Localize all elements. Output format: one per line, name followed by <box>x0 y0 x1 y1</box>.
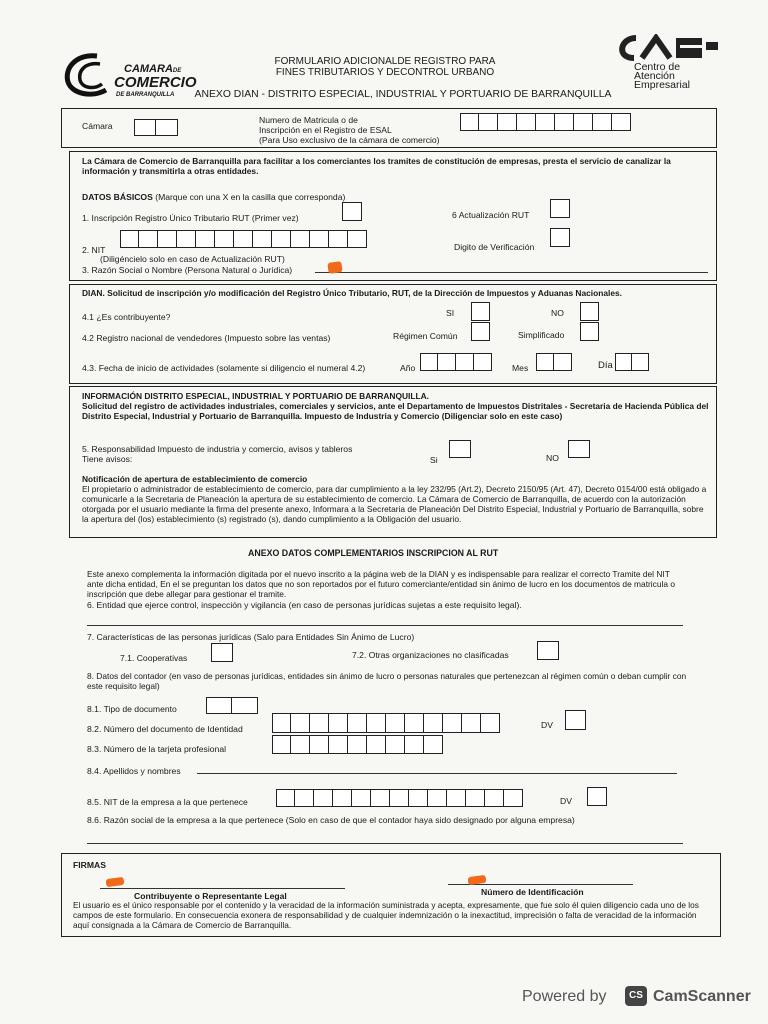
q83-label: 8.3. Número de la tarjeta profesional <box>87 744 227 754</box>
q6-label: 6. Entidad que ejerce control, inspección y vigilancia (en caso de personas jurídicas sujetas a este requisito legal). <box>87 600 522 610</box>
professional-card-boxes[interactable] <box>272 735 443 754</box>
q41-no-label: NO <box>551 308 564 318</box>
cae-text-1: Centro de <box>634 61 681 73</box>
q41-no-checkbox[interactable] <box>580 302 599 321</box>
district-heading: INFORMACIÓN DISTRITO ESPECIAL, INDUSTRIAL Y PORTUARIO DE BARRANQUILLA. <box>82 391 429 401</box>
q43-label: 4.3. Fecha de inicio de actividades (solamente si diligencio el numeral 4.2) <box>82 363 366 373</box>
id-number-label: Número de Identificación <box>481 887 584 897</box>
q5-avisos-label: Tiene avisos: <box>82 454 133 464</box>
annex-heading: ANEXO DATOS COMPLEMENTARIOS INSCRIPCION AL RUT <box>248 548 499 558</box>
logo-text-barranquilla: DE BARRANQUILLA <box>116 92 175 98</box>
q72-checkbox[interactable] <box>537 641 559 660</box>
notification-body: El propietario o administrador de establecimiento de comercio, para dar cumplimiento a la ley 232/95 (Art.2), Decreto 2150/95 (Art. 47), Decreto 0154/00 está obligado a comunicarle a la Secretaria de Planeación la apertura de su establecimiento de comercio. La Cámara de Comercio de Barranquilla, de acuerdo con la autorización otorgada por el usuario mediante la firma del presente anexo, Informara a la Secretaria de Planeación Del Distrito Especial, Industrial y Portuario de Barranquilla, sobre la apertura del (los) establecimiento (s) registrado (s), dando cumplimiento a la Obligación del usuario. <box>82 484 707 524</box>
contributor-label: Contribuyente o Representante Legal <box>134 891 287 901</box>
powered-by-text: Powered by <box>522 988 607 1005</box>
q81-label: 8.1. Tipo de documento <box>87 704 177 714</box>
item3-label: 3. Razón Social o Nombre (Persona Natural o Jurídica) <box>82 265 293 275</box>
camscanner-brand: CamScanner <box>653 988 751 1005</box>
verif-label: Digito de Verificación <box>454 242 535 252</box>
camara-label: Cámara <box>82 121 113 131</box>
basic-intro-text: La Cámara de Comercio de Barranquilla para facilitar a los comerciantes los tramites de constitución de empresas, presta el servicio de canalizar la información y transmitirla a otras entidades. <box>82 156 671 176</box>
simplificado-checkbox[interactable] <box>580 322 599 341</box>
q71-label: 7.1. Cooperativas <box>120 653 188 663</box>
simplificado-label: Simplificado <box>518 330 565 340</box>
q5-no-checkbox[interactable] <box>568 440 590 458</box>
matricula-label-3: (Para Uso exclusivo de la cámara de comercio) <box>259 135 440 145</box>
regimen-comun-label: Régimen Común <box>393 331 458 341</box>
q85-dv-checkbox[interactable] <box>587 787 607 806</box>
q5-si-label: Si <box>430 455 438 465</box>
cae-logo-icon <box>614 34 720 62</box>
camscanner-logo-icon <box>625 986 647 1006</box>
matricula-label-2: Inscripción en el Registro de ESAL <box>259 125 392 135</box>
signatures-heading: FIRMAS <box>73 860 106 870</box>
form-title-line2: FINES TRIBUTARIOS Y DECONTROL URBANO <box>275 67 495 78</box>
q5-label: 5. Responsabilidad Impuesto de industria y comercio, avisos y tableros <box>82 444 353 454</box>
form-title-line3: ANEXO DIAN - DISTRITO ESPECIAL, INDUSTRIAL Y PORTUARIO DE BARRANQUILLA <box>194 89 612 100</box>
q5-si-checkbox[interactable] <box>449 440 471 458</box>
matricula-label-1: Numero de Matricula o de <box>259 115 358 125</box>
form-title-line1: FORMULARIO ADICIONALDE REGISTRO PARA <box>274 56 496 67</box>
basic-heading-note: (Marque con una X en la casilla que corresponda) <box>155 192 346 202</box>
q82-dv-checkbox[interactable] <box>565 710 586 730</box>
q41-label: 4.1 ¿Es contribuyente? <box>82 312 171 322</box>
signatures-disclaimer: El usuario es el único responsable por el contenido y la veracidad de la información suministrada y acepta, expresamente, que fue solo él quien diligencio cada uno de los campos de este formulario. En consecuencia exonera de responsabilidad y de cualquier indemnización o la inexactitud, imprecisión o falta de veracidad de la información aquí consignada a la Cámara de Comercio de Barranquilla. <box>73 900 699 930</box>
item1-label: 1. Inscripción Registro Único Tributario RUT (Primer vez) <box>82 213 299 223</box>
camscanner-logo-text: CS <box>629 990 643 1001</box>
logo-text-de: DE <box>172 68 182 74</box>
q41-si-checkbox[interactable] <box>471 302 490 321</box>
cae-text-2: Atención <box>634 70 675 82</box>
item6-label: 6 Actualización RUT <box>452 210 530 220</box>
basic-heading: DATOS BÁSICOS <box>82 192 153 202</box>
notification-heading: Notificación de apertura de establecimiento de comercio <box>82 474 308 484</box>
logo-swirl-icon <box>62 50 122 100</box>
orange-highlight-mark <box>327 261 342 274</box>
q71-checkbox[interactable] <box>211 643 233 662</box>
q5-no-label: NO <box>546 453 559 463</box>
q85-dv-label: DV <box>560 796 572 806</box>
cae-text-3: Empresarial <box>634 79 691 91</box>
logo-text-comercio: COMERCIO <box>114 74 197 91</box>
q84-label: 8.4. Apellidos y nombres <box>87 766 181 776</box>
company-nit-boxes[interactable] <box>276 789 523 807</box>
day-boxes[interactable] <box>615 353 649 371</box>
document-number-boxes[interactable] <box>272 713 500 733</box>
q41-si-label: SI <box>446 308 455 318</box>
nit-boxes[interactable] <box>120 230 367 248</box>
camara-code-boxes[interactable] <box>134 119 178 136</box>
q42-label: 4.2 Registro nacional de vendedores (Impuesto sobre las ventas) <box>82 333 331 343</box>
month-boxes[interactable] <box>536 353 572 371</box>
item6-checkbox[interactable] <box>550 199 570 218</box>
q8-label: 8. Datos del contador (en vaso de personas jurídicas, entidades sin ánimo de lucro o personas naturales que pertenezcan al régimen común o deban cumplir con este requisito legal) <box>87 671 687 691</box>
year-boxes[interactable] <box>420 353 492 371</box>
district-body: Solicitud del registro de actividades industriales, comerciales y servicios, ante el Departamento de Impuestos Distritales - Secretaria de Hacienda Pública del Distrito Especial, Industrial y Portuario de Barranquilla. Impuesto de Industria y Comercio (Diligenciar solo en este caso) <box>82 401 709 421</box>
q82-label: 8.2. Número del documento de Identidad <box>87 724 243 734</box>
q86-line[interactable] <box>87 843 683 844</box>
dian-heading: DIAN. Solicitud de inscripción y/o modificación del Registro Único Tributario, RUT, de la Dirección de Impuestos y Aduanas Nacionales. <box>82 288 622 298</box>
q86-label: 8.6. Razón social de la empresa a la que pertenece (Solo en caso de que el contador haya sido designado por alguna empresa) <box>87 815 575 825</box>
q82-dv-label: DV <box>541 720 553 730</box>
q85-label: 8.5. NIT de la empresa a la que pertenece <box>87 797 248 807</box>
q84-line[interactable] <box>197 773 677 774</box>
q7-label: 7. Características de las personas jurídicas (Salo para Entidades Sin Ánimo de Lucro) <box>87 632 415 642</box>
q72-label: 7.2. Otras organizaciones no clasificadas <box>352 650 509 660</box>
mes-label: Mes <box>512 363 529 373</box>
dia-label: Día <box>598 360 613 371</box>
logo-text-camara: CAMARA <box>124 63 173 75</box>
q6-line[interactable] <box>87 625 683 626</box>
cae-logo <box>614 34 724 94</box>
document-type-boxes[interactable] <box>206 697 258 714</box>
nit-note: (Diligéncielo solo en caso de Actualización RUT) <box>100 254 285 264</box>
razon-social-line[interactable] <box>315 272 708 273</box>
annex-intro: Este anexo complementa la información digitada por el nuevo inscrito a la página web de la DIAN y es indispensable para realizar el correcto Tramite del NIT ante dicha entidad, En el se preguntan los datos que no son reportados por el futuro comerciante/entidad sin ánimo de lucro en los documentos de matricula o inscripción que debe allegar para gestionar el tramite. <box>87 569 676 599</box>
signature-line[interactable] <box>100 888 345 889</box>
verif-checkbox[interactable] <box>550 228 570 247</box>
item1-checkbox[interactable] <box>342 202 362 221</box>
matricula-number-boxes[interactable] <box>460 113 631 131</box>
ano-label: Año <box>400 363 416 373</box>
regimen-comun-checkbox[interactable] <box>471 322 490 341</box>
item2-label: 2. NIT <box>82 245 106 255</box>
